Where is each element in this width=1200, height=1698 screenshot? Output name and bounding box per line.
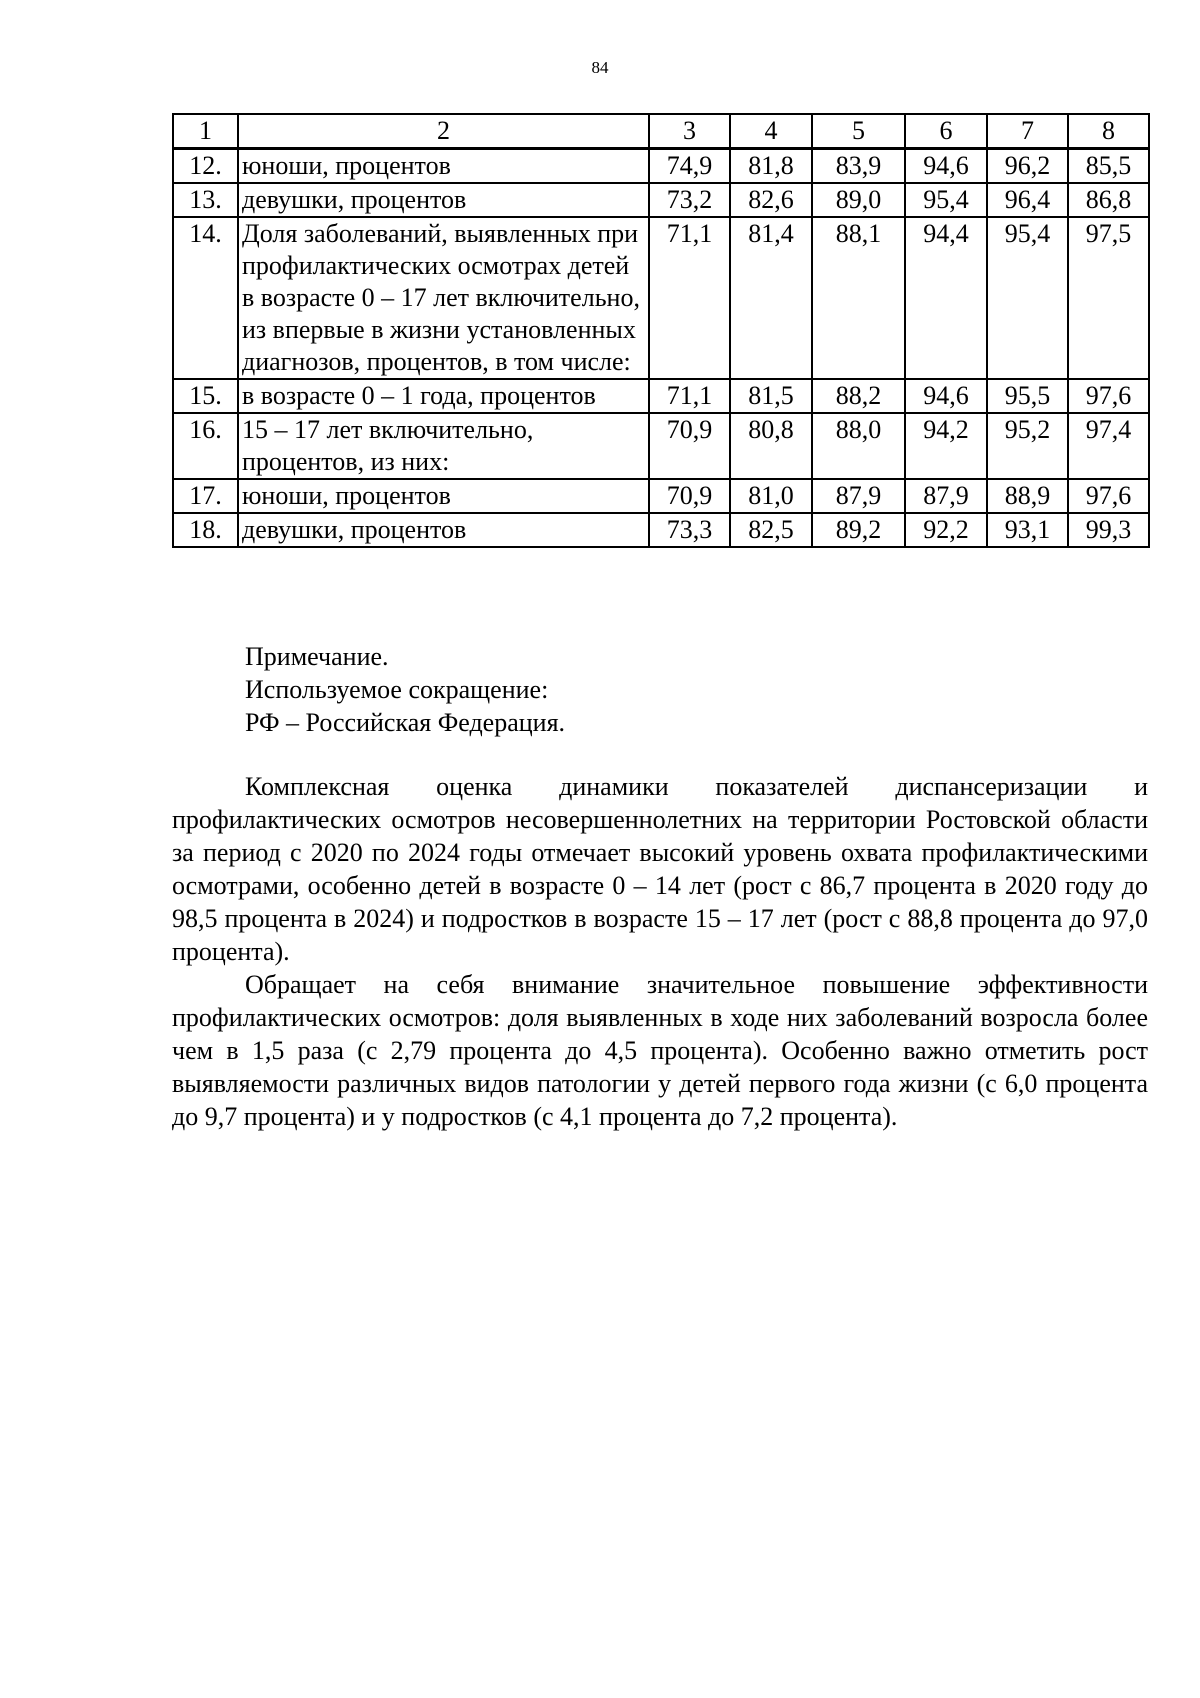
value-cell: 71,1: [649, 379, 730, 413]
row-number: 14.: [173, 217, 238, 379]
paragraph: Обращает на себя внимание значительное повышение эффективности профилактических осмотров: доля выявленных в ходе них заболеваний возросла более чем в 1,5 раза (с 2,79 процента до 4,5 процента). Особенно важно отметить рост выявляемости различных видов патологии у детей первого года жизни (с 6,0 процента до 9,7 процента) и у подростков (с 4,1 процента до 7,2 процента).: [172, 970, 1148, 1131]
row-number: 16.: [173, 413, 238, 479]
indicator-name: в возрасте 0 – 1 года, процентов: [238, 379, 649, 413]
value-cell: 81,0: [730, 479, 812, 513]
body-text: [172, 770, 1148, 1133]
table-row: [173, 513, 1149, 547]
value-cell: 71,1: [649, 217, 730, 379]
value-cell: 97,4: [1068, 413, 1149, 479]
value-cell: 86,8: [1068, 183, 1149, 217]
row-number: 13.: [173, 183, 238, 217]
value-cell: 88,1: [812, 217, 905, 379]
row-number: 17.: [173, 479, 238, 513]
table-row: [173, 379, 1149, 413]
indicator-name: 15 – 17 лет включительно, процентов, из них:: [238, 413, 649, 479]
value-cell: 97,5: [1068, 217, 1149, 379]
value-cell: 85,5: [1068, 149, 1149, 184]
value-cell: 94,6: [905, 379, 987, 413]
header-cell: 2: [238, 114, 649, 149]
note-block: [245, 640, 565, 739]
note-title: Примечание.: [245, 642, 389, 671]
row-number: 12.: [173, 149, 238, 184]
indicator-name: девушки, процентов: [238, 183, 649, 217]
value-cell: 73,2: [649, 183, 730, 217]
value-cell: 96,2: [987, 149, 1068, 184]
page-number: 84: [591, 58, 609, 77]
value-cell: 94,4: [905, 217, 987, 379]
table-row: [173, 149, 1149, 184]
value-cell: 89,2: [812, 513, 905, 547]
header-cell: 8: [1068, 114, 1149, 149]
value-cell: 95,2: [987, 413, 1068, 479]
value-cell: 96,4: [987, 183, 1068, 217]
value-cell: 70,9: [649, 413, 730, 479]
value-cell: 81,5: [730, 379, 812, 413]
table-row: [173, 413, 1149, 479]
indicator-name: юноши, процентов: [238, 149, 649, 184]
header-cell: 6: [905, 114, 987, 149]
value-cell: 73,3: [649, 513, 730, 547]
value-cell: 99,3: [1068, 513, 1149, 547]
value-cell: 95,4: [987, 217, 1068, 379]
value-cell: 94,2: [905, 413, 987, 479]
value-cell: 83,9: [812, 149, 905, 184]
value-cell: 88,9: [987, 479, 1068, 513]
value-cell: 88,2: [812, 379, 905, 413]
header-cell: 4: [730, 114, 812, 149]
value-cell: 82,6: [730, 183, 812, 217]
indicators-table: [172, 113, 1150, 548]
value-cell: 82,5: [730, 513, 812, 547]
abbreviation-heading: Используемое сокращение:: [245, 675, 549, 704]
abbreviation-entry: РФ – Российская Федерация.: [245, 708, 566, 737]
value-cell: 81,8: [730, 149, 812, 184]
value-cell: 88,0: [812, 413, 905, 479]
header-cell: 5: [812, 114, 905, 149]
value-cell: 94,6: [905, 149, 987, 184]
header-cell: 3: [649, 114, 730, 149]
value-cell: 87,9: [905, 479, 987, 513]
value-cell: 97,6: [1068, 379, 1149, 413]
table-row: [173, 217, 1149, 379]
value-cell: 95,4: [905, 183, 987, 217]
value-cell: 95,5: [987, 379, 1068, 413]
table-row: [173, 479, 1149, 513]
value-cell: 89,0: [812, 183, 905, 217]
row-number: 18.: [173, 513, 238, 547]
value-cell: 81,4: [730, 217, 812, 379]
value-cell: 80,8: [730, 413, 812, 479]
table-row: [173, 183, 1149, 217]
paragraph: Комплексная оценка динамики показателей диспансеризации и профилактических осмотров несовершеннолетних на территории Ростовской области за период с 2020 по 2024 годы отмечает высокий уровень охвата профилактическими осмотрами, особенно детей в возрасте 0 – 14 лет (рост с 86,7 процента в 2020 году до 98,5 процента в 2024) и подростков в возрасте 15 – 17 лет (рост с 88,8 процента до 97,0 процента).: [172, 772, 1148, 966]
value-cell: 97,6: [1068, 479, 1149, 513]
value-cell: 92,2: [905, 513, 987, 547]
value-cell: 70,9: [649, 479, 730, 513]
value-cell: 74,9: [649, 149, 730, 184]
row-number: 15.: [173, 379, 238, 413]
indicator-name: Доля заболеваний, выявленных при профилактических осмотрах детей в возрасте 0 – 17 лет включительно, из впервые в жизни установленных диагнозов, процентов, в том числе:: [238, 217, 649, 379]
value-cell: 87,9: [812, 479, 905, 513]
table-header-row: [173, 114, 1149, 149]
header-cell: 7: [987, 114, 1068, 149]
indicator-name: девушки, процентов: [238, 513, 649, 547]
value-cell: 93,1: [987, 513, 1068, 547]
indicator-name: юноши, процентов: [238, 479, 649, 513]
header-cell: 1: [173, 114, 238, 149]
